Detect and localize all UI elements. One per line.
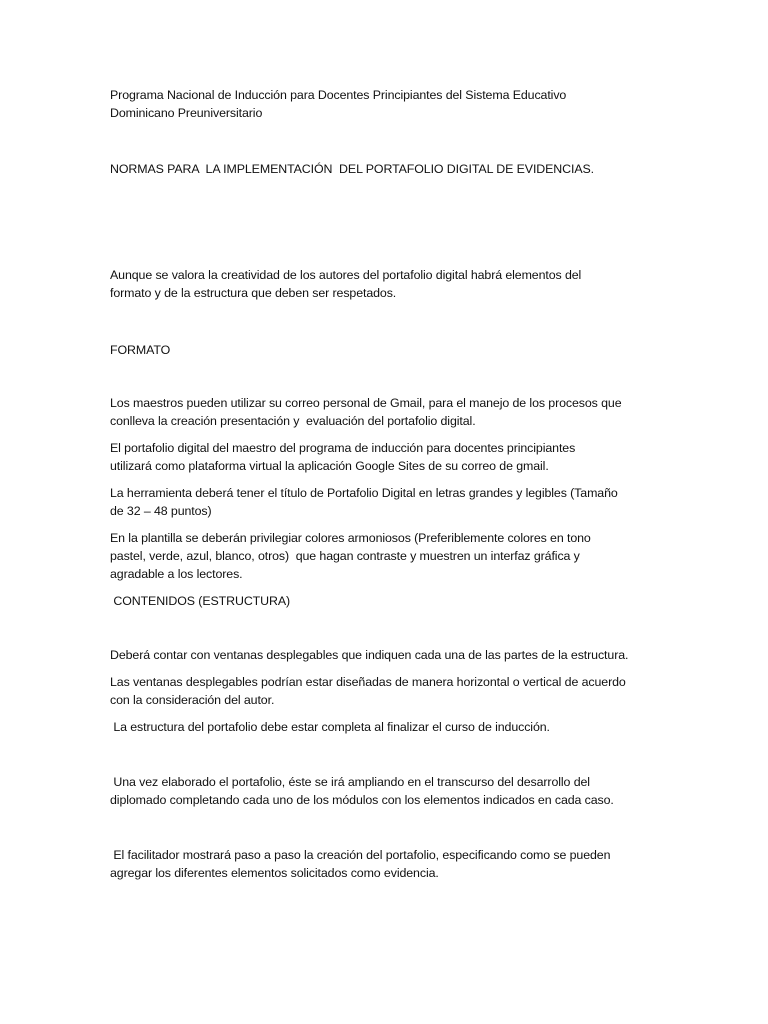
contents-paragraph-1: Deberá contar con ventanas desplegables que indiquen cada una de las partes de la estructura. <box>110 648 629 662</box>
program-title: Programa Nacional de Inducción para Docentes Principiantes del Sistema Educativo Dominicano Preuniversitario <box>110 88 567 120</box>
format-paragraph-3: La herramienta deberá tener el título de Portafolio Digital en letras grandes y legibles (Tamaño de 32 – 48 puntos) <box>110 486 618 518</box>
format-paragraph-2: El portafolio digital del maestro del programa de inducción para docentes principiantes utilizará como plataforma virtual la aplicación Google Sites de su correo de gmail. <box>110 441 576 473</box>
format-paragraph-1: Los maestros pueden utilizar su correo personal de Gmail, para el manejo de los procesos que conlleva la creación presentación y evaluación del portafolio digital. <box>110 396 622 428</box>
contents-paragraph-4: Una vez elaborado el portafolio, éste se irá ampliando en el transcurso del desarrollo del diplomado completando cada uno de los módulos con los elementos indicados en cada caso. <box>110 775 614 807</box>
intro-paragraph: Aunque se valora la creatividad de los autores del portafolio digital habrá elementos del formato y de la estructura que deben ser respetados. <box>110 268 582 300</box>
contents-heading: CONTENIDOS (ESTRUCTURA) <box>110 594 291 608</box>
format-paragraph-4: En la plantilla se deberán privilegiar colores armoniosos (Preferiblemente colores en tono pastel, verde, azul, blanco, otros) que hagan contraste y muestren un interfaz gráfica y agradable a los lectores. <box>110 531 591 581</box>
format-heading: FORMATO <box>110 343 171 357</box>
contents-paragraph-3: La estructura del portafolio debe estar completa al finalizar el curso de inducción. <box>110 720 550 734</box>
contents-paragraph-2: Las ventanas desplegables podrían estar diseñadas de manera horizontal o vertical de acuerdo con la consideración del autor. <box>110 675 626 707</box>
document-heading: NORMAS PARA LA IMPLEMENTACIÓN DEL PORTAFOLIO DIGITAL DE EVIDENCIAS. <box>110 162 595 176</box>
contents-paragraph-5: El facilitador mostrará paso a paso la creación del portafolio, especificando como se pueden agregar los diferentes elementos solicitados como evidencia. <box>110 848 611 880</box>
